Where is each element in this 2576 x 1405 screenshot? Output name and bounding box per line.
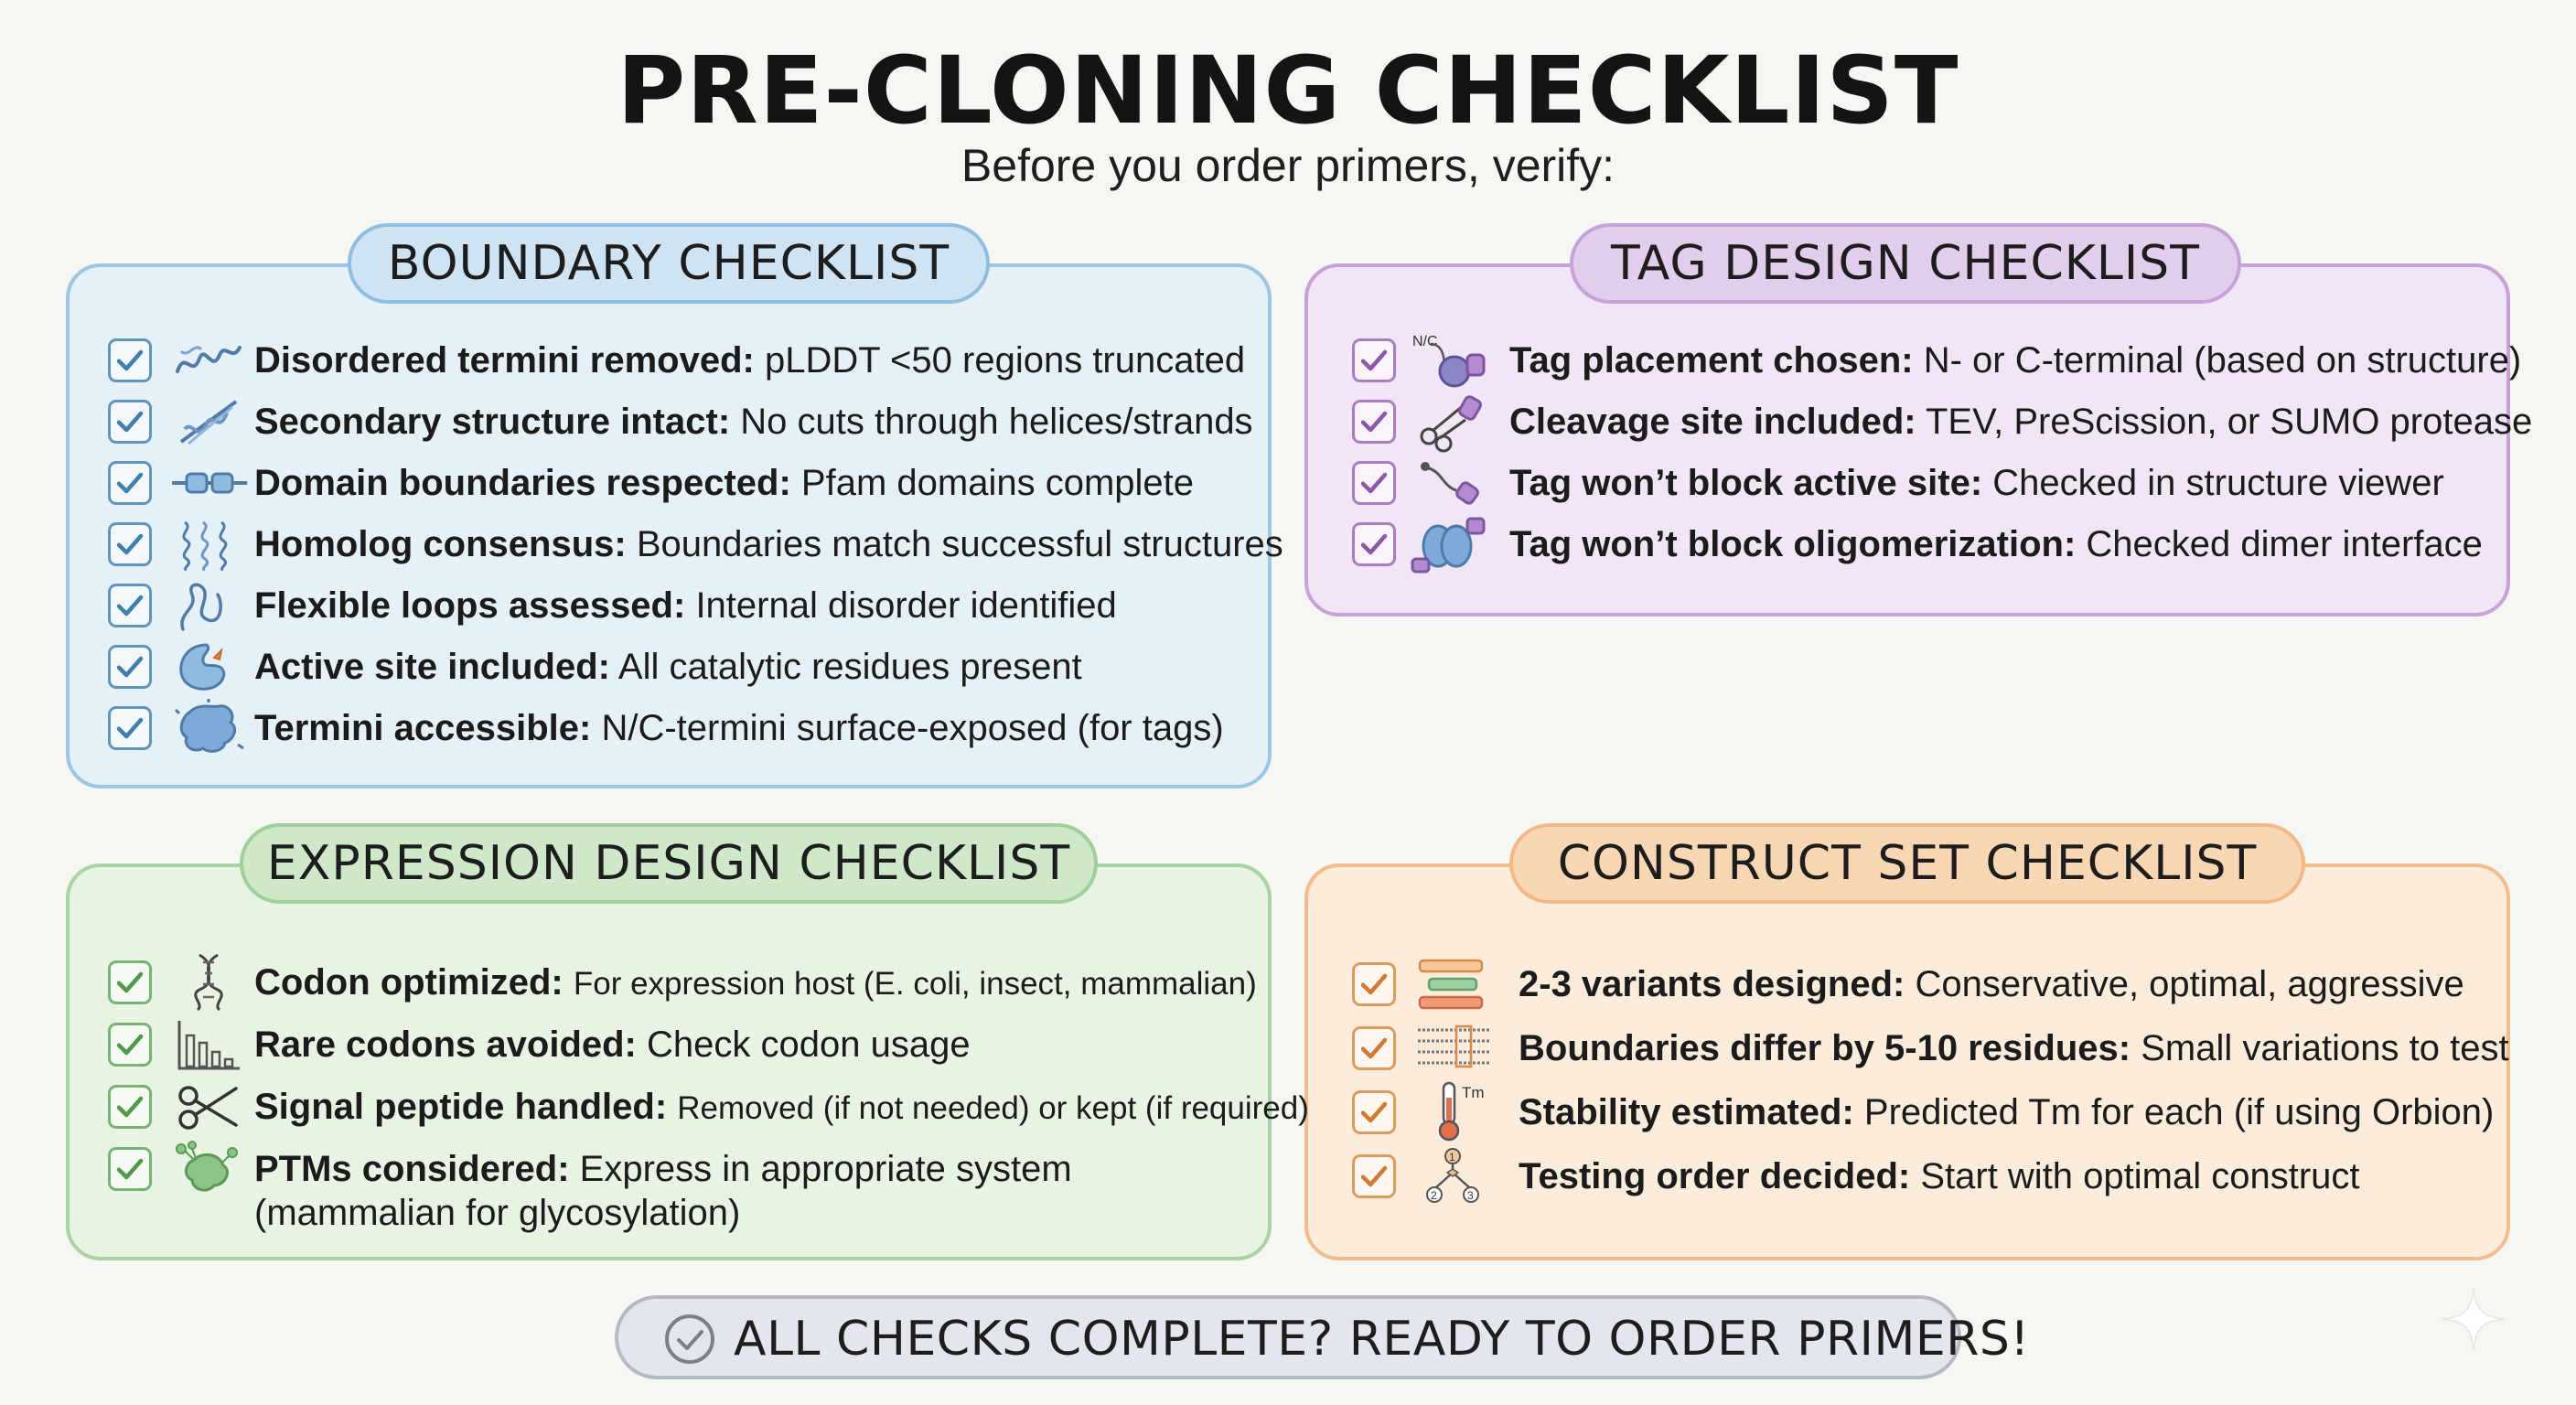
flexible-loop-icon <box>172 576 247 635</box>
item-label: Termini accessible: <box>254 708 592 748</box>
item-label: Rare codons avoided: <box>254 1024 637 1065</box>
boundary-checklist-heading: BOUNDARY CHECKLIST <box>348 223 990 304</box>
checklist-item[interactable] <box>0 1019 2576 1078</box>
item-detail: Checked dimer interface <box>2086 524 2483 564</box>
item-label: Cleavage site included: <box>1509 402 1916 442</box>
expression-design-checklist-heading: EXPRESSION DESIGN CHECKLIST <box>240 823 1098 904</box>
item-label: Stability estimated: <box>1519 1092 1854 1132</box>
checklist-item[interactable] <box>0 638 2576 696</box>
item-detail-continued: (mammalian for glycosylation) <box>254 1193 741 1233</box>
construct-variants-icon <box>1416 955 1491 1014</box>
footer-text: ALL CHECKS COMPLETE? READY TO ORDER PRIMERS! <box>734 1312 2030 1367</box>
order-tree-icon <box>1416 1147 1491 1206</box>
item-detail: Boundaries match successful structures <box>636 524 1283 564</box>
svg-text:N/C: N/C <box>1412 334 1438 349</box>
checkbox-checked[interactable] <box>108 645 152 689</box>
sparkle-icon <box>2437 1282 2510 1356</box>
checkbox-checked[interactable] <box>1352 522 1396 566</box>
active-site-pocket-icon <box>172 638 247 696</box>
item-detail: Pfam domains complete <box>800 463 1195 503</box>
item-label: 2-3 variants designed: <box>1519 964 1905 1004</box>
item-detail: N/C-termini surface-exposed (for tags) <box>601 708 1224 748</box>
tag-design-checklist-heading: TAG DESIGN CHECKLIST <box>1570 223 2241 304</box>
ready-to-order-banner[interactable] <box>615 1295 2030 1379</box>
item-detail: Checked in structure viewer <box>1992 463 2444 503</box>
checklist-item[interactable] <box>0 454 2576 512</box>
checkbox-checked[interactable] <box>1352 338 1396 382</box>
item-label: Signal peptide handled: <box>254 1087 668 1127</box>
item-label: Boundaries differ by 5-10 residues: <box>1519 1028 2131 1068</box>
item-detail: pLDDT <50 regions truncated <box>764 340 1246 381</box>
checkbox-checked[interactable] <box>1352 400 1396 444</box>
item-label: Flexible loops assessed: <box>254 585 686 626</box>
item-detail: For expression host (E. coli, insect, mammalian) <box>573 966 1257 1002</box>
item-label: Disordered termini removed: <box>254 340 755 381</box>
svg-text:3: 3 <box>1467 1189 1474 1202</box>
item-detail: Check codon usage <box>647 1024 971 1065</box>
item-detail: No cuts through helices/strands <box>740 402 1253 442</box>
tag-linker-icon <box>1411 454 1486 512</box>
item-detail: Internal disorder identified <box>695 585 1117 626</box>
item-detail: N- or C-terminal (based on structure) <box>1923 340 2522 381</box>
item-detail: Start with optimal construct <box>1920 1156 2360 1196</box>
checklist-item[interactable] <box>0 576 2576 635</box>
svg-text:Tm: Tm <box>1462 1084 1485 1101</box>
checklist-item[interactable] <box>0 1147 2576 1206</box>
item-detail: Predicted Tm for each (if using Orbion) <box>1863 1092 2495 1132</box>
protein-surface-icon <box>172 699 247 757</box>
svg-text:1: 1 <box>1449 1151 1455 1164</box>
item-detail: All catalytic residues present <box>617 647 1082 687</box>
checkbox-checked[interactable] <box>1352 1154 1396 1198</box>
item-label: Secondary structure intact: <box>254 402 731 442</box>
checkbox-checked[interactable] <box>1352 1026 1396 1070</box>
item-label: Tag won’t block active site: <box>1509 463 1983 503</box>
thermometer-icon <box>1416 1083 1491 1142</box>
dimer-tag-icon <box>1411 515 1486 574</box>
construct-set-checklist-heading: CONSTRUCT SET CHECKLIST <box>1509 823 2305 904</box>
page-subtitle: Before you order primers, verify: <box>961 140 1615 191</box>
svg-text:2: 2 <box>1431 1189 1437 1202</box>
item-detail: Conservative, optimal, aggressive <box>1915 964 2464 1004</box>
checkbox-checked[interactable] <box>1352 461 1396 505</box>
n-c-tag-icon <box>1411 331 1486 390</box>
checklist-item[interactable] <box>0 955 2576 1014</box>
checklist-item[interactable] <box>0 515 2576 574</box>
check-circle-icon <box>662 1312 717 1367</box>
item-detail: Express in appropriate system <box>579 1149 1072 1189</box>
checkbox-checked[interactable] <box>1352 1090 1396 1134</box>
item-label: Codon optimized: <box>254 962 564 1003</box>
sequence-grid-icon <box>1416 1019 1491 1078</box>
checkbox-checked[interactable] <box>108 584 152 627</box>
checklist-item[interactable] <box>0 699 2576 757</box>
item-label: Active site included: <box>254 647 610 687</box>
checklist-item[interactable] <box>0 331 2576 390</box>
item-label: Homolog consensus: <box>254 524 627 564</box>
item-label: Tag placement chosen: <box>1509 340 1914 381</box>
item-label: PTMs considered: <box>254 1149 570 1189</box>
page-title: PRE-CLONING CHECKLIST <box>617 37 1959 145</box>
checklist-item[interactable] <box>0 392 2576 451</box>
item-label: Testing order decided: <box>1519 1156 1911 1196</box>
checkbox-checked[interactable] <box>1352 962 1396 1006</box>
item-detail: TEV, PreScission, or SUMO protease <box>1925 402 2533 442</box>
scissors-tag-icon <box>1411 392 1486 451</box>
checklist-item[interactable] <box>0 1083 2576 1142</box>
checkbox-checked[interactable] <box>108 706 152 750</box>
item-label: Tag won’t block oligomerization: <box>1509 524 2077 564</box>
item-label: Domain boundaries respected: <box>254 463 791 503</box>
item-detail: Removed (if not needed) or kept (if required) <box>677 1090 1309 1126</box>
item-detail: Small variations to test <box>2141 1028 2509 1068</box>
